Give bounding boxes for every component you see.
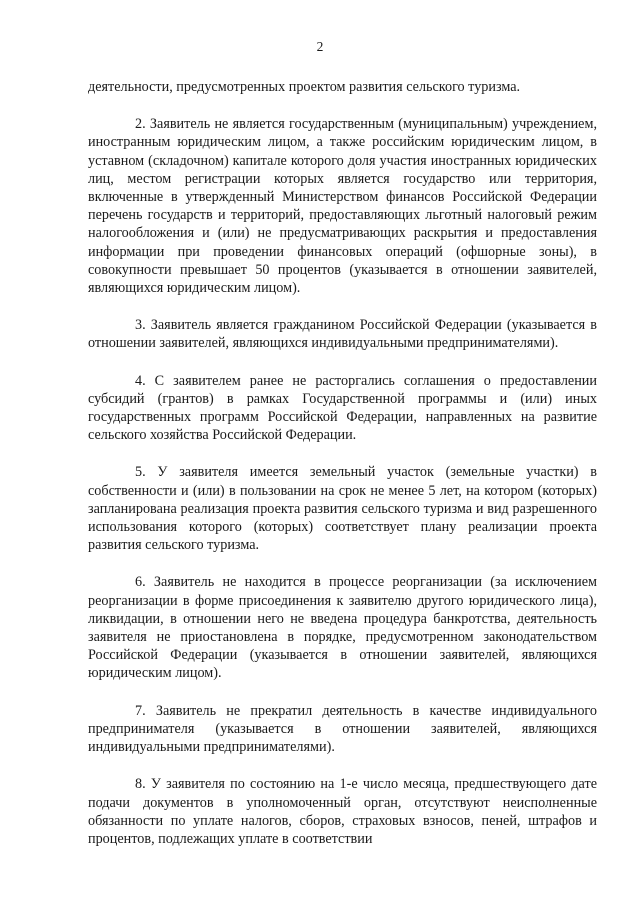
paragraph-continuation: деятельности, предусмотренных проектом развития сельского туризма. bbox=[88, 79, 521, 95]
paragraph-4: 4. С заявителем ранее не расторгались соглашения о предоставлении субсидий (грантов) в рамках Государственной программы и (или) иных государственных программ Российской Федерации, направленных на развитие сельского хозяйства Российской Федерации. bbox=[88, 372, 597, 444]
paragraph-3: 3. Заявитель является гражданином Российской Федерации (указывается в отношении заявителей, являющихся индивидуальными предпринимателями). bbox=[88, 317, 597, 352]
document-body bbox=[88, 78, 597, 848]
paragraph-7: 7. Заявитель не прекратил деятельность в качестве индивидуального предпринимателя (указывается в отношении заявителей, являющихся индивидуальными предпринимателями). bbox=[88, 702, 597, 756]
paragraph-2: 2. Заявитель не является государственным (муниципальным) учреждением, иностранным юридическим лицом, а также российским юридическим лицом, в уставном (складочном) капитале которого доля участия иностранных юридических лиц, местом регистрации которых является государство или территория, включенные в утвержденный Министерством финансов Российской Федерации перечень государств и территорий, предоставляющих льготный налоговый режим налогообложения и (или) не предусматривающих раскрытия и предоставления информации при проведении финансовых операций (офшорные зоны), в совокупности превышает 50 процентов (указывается в отношении заявителей, являющихся юридическим лицом). bbox=[88, 116, 597, 297]
page-number: 2 bbox=[316, 39, 324, 54]
paragraph-5: 5. У заявителя имеется земельный участок (земельные участки) в собственности и (или) в пользовании на срок не менее 5 лет, на котором (которых) запланирована реализация проекта развития сельского туризма и вид разрешенного использования которого (которых) соответствует плану реализации проекта развития сельского туризма. bbox=[88, 464, 597, 554]
paragraph-8: 8. У заявителя по состоянию на 1-е число месяца, предшествующего дате подачи документов в уполномоченный орган, отсутствуют неисполненные обязанности по уплате налогов, сборов, страховых взносов, пеней, штрафов и процентов, подлежащих уплате в соответствии bbox=[88, 776, 597, 847]
paragraph-6: 6. Заявитель не находится в процессе реорганизации (за исключением реорганизации в форме присоединения к заявителю другого юридического лица), ликвидации, в отношении него не введена процедура банкротства, деятельность заявителя не приостановлена в порядке, предусмотренном законодательством Российской Федерации (указывается в отношении заявителей, являющихся юридическим лицом). bbox=[88, 574, 597, 682]
